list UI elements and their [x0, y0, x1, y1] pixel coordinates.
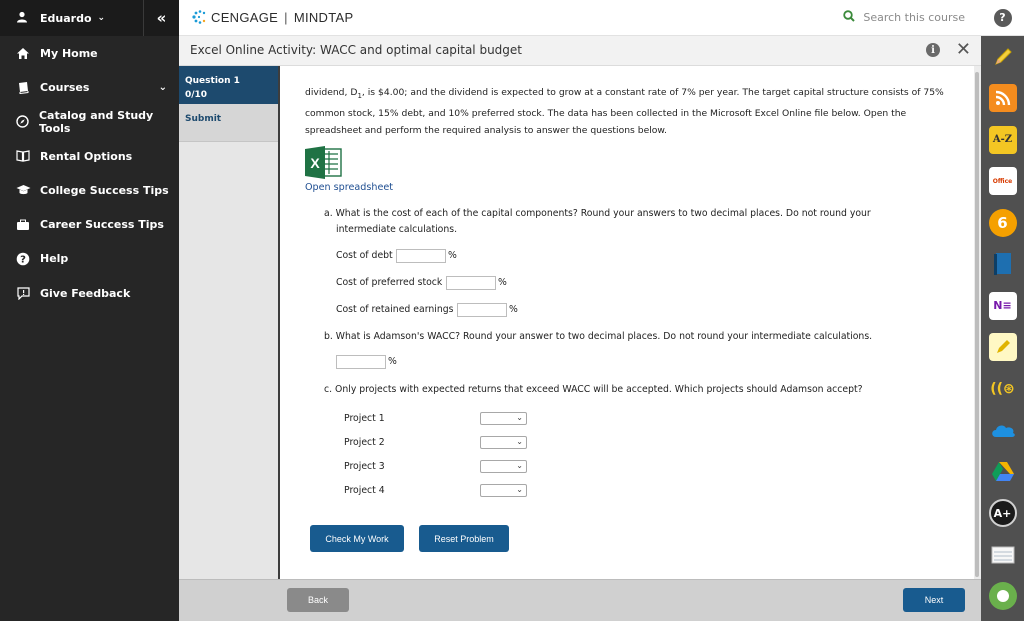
left-navigation [0, 0, 179, 621]
chevron-down-icon: ⌄ [158, 81, 167, 93]
part-a-prompt-line2: intermediate calculations. [336, 224, 458, 235]
notes-icon[interactable] [989, 333, 1017, 361]
nav-item-help[interactable] [0, 242, 179, 276]
reset-problem-button[interactable]: Reset Problem [419, 525, 509, 552]
activity-title-bar [179, 36, 981, 66]
feedback-icon [15, 286, 31, 300]
user-menu[interactable] [0, 0, 179, 36]
part-a-prompt [324, 206, 924, 238]
cost-of-debt-label: Cost of debt [336, 250, 393, 261]
cost-of-preferred-input[interactable] [446, 276, 496, 290]
project-2-label: Project 2 [344, 437, 385, 448]
user-icon [16, 11, 32, 26]
office-icon[interactable]: Office [989, 167, 1017, 195]
content-scrollbar[interactable] [974, 66, 981, 579]
intro-text-rest: , is $4.00; and the dividend is expected to grow at a constant rate of 7% per year. The target capital structure consists of 75% common stock, 15% debt, and 10% preferred stock. The data has been collected in the Microsoft Excel Online file below. Open the spreadsheet and perform the required analysis to answer the questions below. [305, 87, 944, 136]
excel-icon[interactable] [305, 146, 342, 183]
collapse-nav-button[interactable]: « [143, 0, 179, 36]
search-placeholder: Search this course [863, 11, 965, 24]
question-title: Question 1 [185, 76, 240, 86]
project-4-select[interactable] [480, 484, 527, 497]
cost-of-retained-input[interactable] [457, 303, 507, 317]
part-b-prompt: b. What is Adamson's WACC? Round your answer to two decimal places. Do not round your intermediate calculations. [324, 331, 873, 342]
project-4-label: Project 4 [344, 485, 385, 496]
scrollbar-thumb[interactable] [975, 72, 979, 577]
part-c-prompt: c. Only projects with expected returns that exceed WACC will be accepted. Which projects should Adamson accept? [324, 384, 863, 395]
brand-logo[interactable] [191, 9, 353, 25]
intro-text-start: dividend, D [305, 87, 358, 98]
nav-label: Rental Options [40, 149, 133, 163]
cost-of-debt-input[interactable] [396, 249, 446, 263]
project-1-label: Project 1 [344, 413, 385, 424]
help-icon [15, 252, 31, 266]
search-icon [843, 10, 855, 25]
chevron-down-icon: ⌄ [516, 437, 523, 446]
chevron-down-icon: ⌄ [516, 485, 523, 494]
nav-label: Help [40, 252, 69, 266]
close-icon[interactable]: ✕ [955, 39, 971, 60]
graduation-cap-icon [15, 183, 31, 197]
project-3-select[interactable] [480, 460, 527, 473]
open-book-icon [15, 149, 31, 163]
back-button[interactable]: Back [287, 588, 349, 612]
nav-label: My Home [40, 46, 98, 60]
project-1-select[interactable] [480, 412, 527, 425]
next-button[interactable]: Next [903, 588, 965, 612]
footer-bar [179, 579, 981, 621]
svg-text:?: ? [20, 254, 26, 266]
cost-of-retained-label: Cost of retained earnings [336, 304, 454, 315]
question-score: 0/10 [185, 90, 208, 100]
notebook-icon[interactable] [989, 541, 1017, 569]
nav-item-career-tips[interactable] [0, 207, 179, 241]
question-navigator [179, 66, 280, 581]
nav-label: College Success Tips [40, 183, 169, 197]
activity-title: Excel Online Activity: WACC and optimal capital budget [190, 43, 522, 57]
app-dock [981, 0, 1024, 621]
nav-label: Give Feedback [40, 286, 131, 300]
top-header [179, 0, 981, 36]
onenote-icon[interactable]: N≡ [989, 292, 1017, 320]
question-content [281, 66, 974, 579]
project-2-select[interactable] [480, 436, 527, 449]
help-icon: ? [994, 9, 1012, 27]
info-icon[interactable]: i [926, 43, 940, 57]
readspeaker-icon[interactable]: ((⊛ [990, 380, 1015, 397]
briefcase-icon [15, 218, 31, 232]
part-a-prompt-line1: a. What is the cost of each of the capital components? Round your answers to two decimal places. Do not round your [324, 208, 871, 219]
intro-paragraph [305, 84, 945, 139]
home-icon [15, 46, 31, 60]
percent-unit: % [509, 304, 518, 315]
user-name: Eduardo [40, 11, 92, 25]
percent-unit: % [388, 356, 397, 367]
book-icon [15, 80, 31, 94]
nav-item-feedback[interactable] [0, 276, 179, 310]
help-button[interactable] [981, 0, 1024, 36]
question-item-current[interactable] [179, 66, 278, 104]
brand-mindtap: MINDTAP [293, 9, 354, 25]
cost-of-preferred-label: Cost of preferred stock [336, 277, 443, 288]
pencil-icon[interactable] [989, 43, 1017, 71]
nav-item-courses[interactable] [0, 70, 179, 104]
check-my-work-button[interactable]: Check My Work [310, 525, 404, 552]
cengage-logo-icon [191, 9, 207, 25]
chevron-down-icon: ⌄ [516, 413, 523, 422]
nav-item-rental[interactable] [0, 139, 179, 173]
acrobat-icon[interactable]: A+ [989, 499, 1017, 527]
intro-subscript: 1 [357, 91, 362, 100]
brand-separator: | [284, 9, 288, 25]
percent-unit: % [448, 250, 457, 261]
dictionary-az-icon[interactable]: A-Z [989, 126, 1017, 154]
svg-text:X: X [310, 155, 320, 171]
nav-label: Catalog and Study Tools [38, 108, 154, 135]
cengage-6-icon[interactable]: 6 [989, 209, 1017, 237]
compass-icon [15, 115, 30, 129]
onedrive-icon[interactable] [989, 416, 1017, 444]
open-spreadsheet-link[interactable]: Open spreadsheet [305, 182, 394, 193]
brand-cengage: CENGAGE [211, 9, 279, 25]
wacc-input[interactable] [336, 355, 386, 369]
circle-app-icon[interactable] [989, 582, 1017, 610]
nav-item-my-home[interactable] [0, 36, 179, 70]
nav-item-college-tips[interactable] [0, 173, 179, 207]
google-drive-icon[interactable] [989, 458, 1017, 486]
submit-link[interactable]: Submit [179, 104, 278, 142]
chevron-down-icon: ⌄ [97, 13, 106, 23]
nav-item-catalog[interactable] [0, 105, 179, 139]
search-course[interactable] [843, 10, 965, 25]
nav-label: Career Success Tips [40, 218, 164, 232]
book-icon[interactable] [989, 250, 1017, 278]
nav-label: Courses [40, 80, 90, 94]
rss-icon[interactable] [989, 84, 1017, 112]
percent-unit: % [498, 277, 507, 288]
chevron-down-icon: ⌄ [516, 461, 523, 470]
project-3-label: Project 3 [344, 461, 385, 472]
